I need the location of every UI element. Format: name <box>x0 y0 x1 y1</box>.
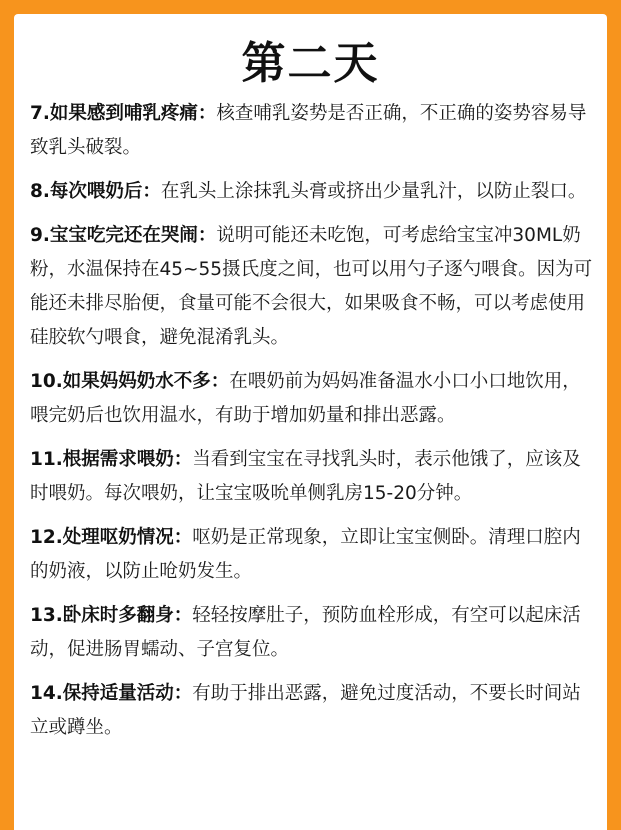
item-text: 呕奶是正常现象，立即让宝宝侧卧。清理口腔内的奶液，以防止呛奶发生。 <box>30 527 581 582</box>
item-heading: 12.处理呕奶情况： <box>30 527 193 548</box>
item-heading: 10.如果妈妈奶水不多： <box>30 371 230 392</box>
item-text: 有助于排出恶露，避免过度活动，不要长时间站立或蹲坐。 <box>30 683 581 738</box>
list-item <box>30 175 596 209</box>
item-text: 核查哺乳姿势是否正确，不正确的姿势容易导致乳头破裂。 <box>30 103 587 158</box>
item-text: 当看到宝宝在寻找乳头时，表示他饿了，应该及时喂奶。每次喂奶，让宝宝吸吮单侧乳房15-20分钟。 <box>30 449 581 504</box>
item-heading: 9.宝宝吃完还在哭闹： <box>30 225 217 246</box>
item-heading: 13.卧床时多翻身： <box>30 605 193 626</box>
page-title: 第二天 <box>241 38 380 89</box>
tips-list <box>30 97 596 755</box>
item-heading: 11.根据需求喂奶： <box>30 449 193 470</box>
list-item <box>30 599 596 667</box>
list-item <box>30 365 596 433</box>
item-text: 轻轻按摩肚子，预防血栓形成，有空可以起床活动，促进肠胃蠕动、子宫复位。 <box>30 605 581 660</box>
list-item <box>30 97 596 165</box>
item-heading: 14.保持适量活动： <box>30 683 193 704</box>
item-text: 在喂奶前为妈妈准备温水小口小口地饮用，喂完奶后也饮用温水，有助于增加奶量和排出恶露。 <box>30 371 581 426</box>
list-item <box>30 443 596 511</box>
list-item <box>30 677 596 745</box>
item-text: 在乳头上涂抹乳头膏或挤出少量乳汁，以防止裂口。 <box>160 181 587 202</box>
list-item <box>30 219 596 355</box>
list-item <box>30 521 596 589</box>
item-heading: 7.如果感到哺乳疼痛： <box>30 103 217 124</box>
content-card <box>14 14 607 830</box>
item-text: 说明可能还未吃饱，可考虑给宝宝冲30ML奶粉，水温保持在45~55摄氏度之间，也可以用勺子逐勺喂食。因为可能还未排尽胎便，食量可能不会很大，如果吸食不畅，可以考虑使用硅胶软勺喂食，避免混淆乳头。 <box>30 225 593 348</box>
item-heading: 8.每次喂奶后： <box>30 181 161 202</box>
